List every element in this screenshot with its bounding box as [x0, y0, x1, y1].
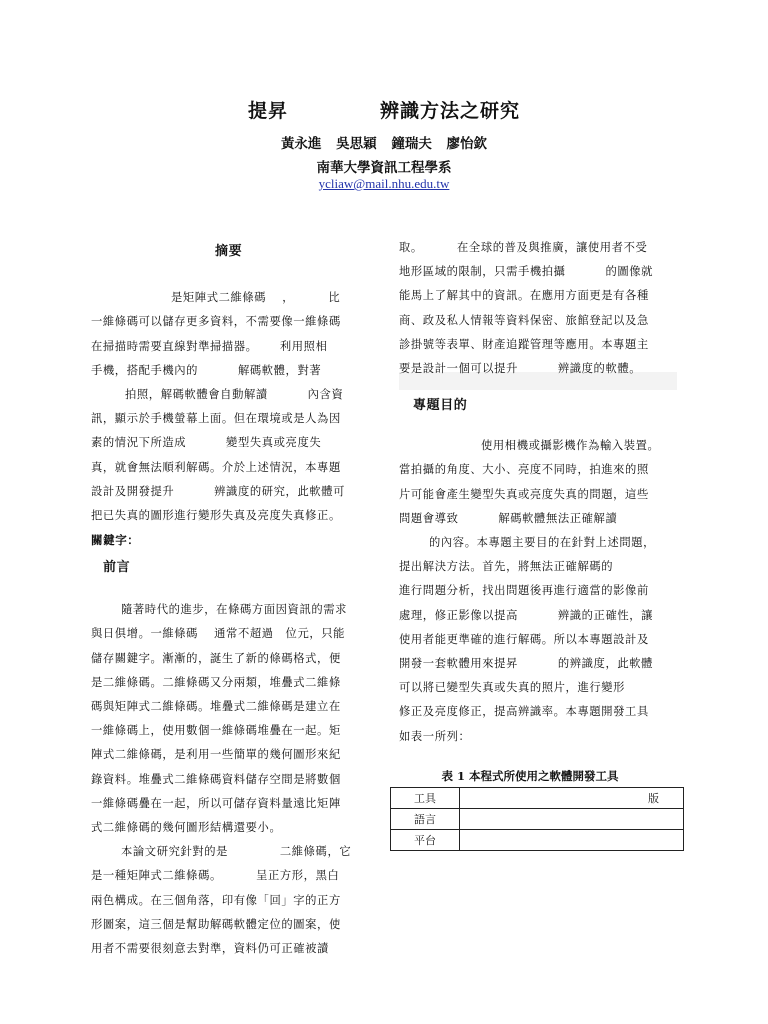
title-part-2: 辨識方法之研究: [380, 100, 521, 122]
intro-line: 隨著時代的進步，在條碼方面因資訊的需求: [121, 603, 348, 617]
abstract-line: 訊，顯示於手機螢幕上面。但在環境或是人為因: [91, 412, 341, 426]
purpose-line: 問題會導致 解碼軟體無法正確解讀: [399, 511, 618, 525]
purpose-line: 當拍攝的角度、大小、亮度不同時，拍進來的照: [399, 463, 649, 477]
purpose-line: 進行問題分析，找出問題後再進行適當的影像前: [399, 584, 649, 598]
intro-line: 儲存關鍵字。漸漸的，誕生了新的條碼格式，便: [91, 651, 341, 665]
intro-line: 本論文研究針對的是 二維條碼，它: [121, 845, 352, 859]
table-row: [391, 830, 684, 851]
table-cell-label: 工具: [391, 788, 460, 809]
purpose-line: 修正及亮度修正，提高辨識率。本專題開發工具: [399, 705, 649, 719]
table-cell-label: 平台: [391, 830, 460, 851]
purpose-line: 提出解決方法。首先，將無法正確解碼的: [399, 560, 614, 574]
intro-line: 一維條碼上，使用數個一維條碼堆疊在一起。矩: [91, 724, 341, 738]
table-cell-label: 語言: [391, 809, 460, 830]
author-list: 黃永進 吳思穎 鐘瑞夫 廖怡欽: [280, 136, 488, 152]
intro-cont-line: 商、政及私人情報等資料保密、旅館登記以及急: [399, 313, 649, 327]
purpose-line: 使用者能更準確的進行解碼。所以本專題設計及: [399, 632, 649, 646]
intro-continued: [399, 236, 676, 381]
intro-line: 式二維條碼的幾何圖形結構還要小。: [91, 821, 282, 835]
intro-cont-line: 要是設計一個可以提升 辨識度的軟體。: [399, 362, 642, 376]
abstract-line: 拍照，解碼軟體會自動解讀 內含資: [125, 388, 344, 402]
intro-cont-line: 能馬上了解其中的資訊。在應用方面更是有各種: [399, 289, 649, 303]
intro-line: 形圖案，這三個是幫助解碼軟體定位的圖案，使: [91, 917, 341, 931]
abstract-line: 手機，搭配手機內的 解碼軟體，對著: [91, 363, 322, 377]
intro-line: 與日俱增。一維條碼 通常不超過 位元，只能: [91, 627, 346, 641]
purpose-line: 的內容。本專題主要目的在針對上述問題，: [429, 536, 656, 550]
abstract-line: 素的情況下所造成 變型失真或亮度失: [91, 436, 322, 450]
intro-heading: 前言: [103, 560, 131, 575]
abstract-line: 真，就會無法順利解碼。介於上述情況，本專題: [91, 460, 341, 474]
abstract-line: 在掃描時需要直線對準掃描器。 利用照相: [91, 339, 328, 353]
purpose-line: 處理，修正影像以提高 辨識的正確性，讓: [399, 608, 654, 622]
intro-line: 用者不需要很刻意去對準，資料仍可正確被讀: [91, 942, 329, 956]
dev-tools-table: [390, 787, 684, 851]
purpose-line: 可以將已變型失真或失真的照片，進行變形: [399, 681, 626, 695]
email-line: [0, 176, 768, 192]
intro-section: [91, 556, 368, 961]
intro-cont-line: 診掛號等表單、財產追蹤管理等應用。本專題主: [399, 337, 649, 351]
purpose-line: 片可能會產生變型失真或亮度失真的問題，這些: [399, 487, 649, 501]
purpose-section: [399, 394, 676, 749]
intro-line: 是二維條碼。二維條碼又分兩類，堆疊式二維條: [91, 675, 341, 689]
intro-cont-line: 地形區域的限制，只需手機拍攝 的圖像就: [399, 265, 654, 279]
intro-line: 一維條碼疊在一起，所以可儲存資料量遠比矩陣: [91, 796, 341, 810]
abstract-section: [91, 240, 368, 552]
table-row: [391, 788, 684, 809]
purpose-line: 使用相機或攝影機作為輸入裝置。: [481, 439, 660, 453]
intro-cont-line: 取。 在全球的普及與推廣，讓使用者不受: [399, 241, 648, 254]
table-caption: 表 1 本程式所使用之軟體開發工具: [441, 769, 619, 783]
abstract-line: 是矩陣式二維條碼 ， 比: [171, 291, 341, 305]
intro-line: 是一種矩陣式二維條碼。 呈正方形，黑白: [91, 869, 340, 883]
purpose-line: 如表一所列：: [399, 729, 471, 743]
abstract-heading: 摘要: [215, 244, 243, 259]
email-link[interactable]: ycliaw@mail.nhu.edu.tw: [318, 176, 450, 191]
intro-line: 陣式二維條碼，是利用一些簡單的幾何圖形來紀: [91, 748, 341, 762]
affiliation: 南華大學資訊工程學系: [316, 160, 452, 176]
purpose-line: 開發一套軟體用來提昇 的辨識度，此軟體: [399, 657, 654, 671]
title-part-1: 提昇: [247, 100, 288, 122]
table-cell-value: 版: [460, 788, 684, 809]
abstract-line: 把已失真的圖形進行變形失真及亮度失真修正。: [91, 509, 341, 523]
intro-line: 碼與矩陣式二維條碼。堆疊式二維條碼是建立在: [91, 700, 341, 714]
intro-line: 兩色構成。在三個角落，印有像「回」字的正方: [91, 893, 341, 907]
abstract-line: 一維條碼可以儲存更多資料，不需要像一維條碼: [91, 315, 341, 329]
abstract-line: 設計及開發提升 辨識度的研究，此軟體可: [91, 484, 346, 498]
table-cell-value: [460, 809, 684, 830]
keywords-label: 關鍵字：: [91, 533, 140, 548]
intro-line: 錄資料。堆疊式二維條碼資料儲存空間是將數個: [91, 772, 341, 786]
purpose-heading: 專題目的: [413, 398, 468, 413]
table-cell-value: [460, 830, 684, 851]
table-row: [391, 809, 684, 830]
paper-title: [0, 96, 768, 123]
